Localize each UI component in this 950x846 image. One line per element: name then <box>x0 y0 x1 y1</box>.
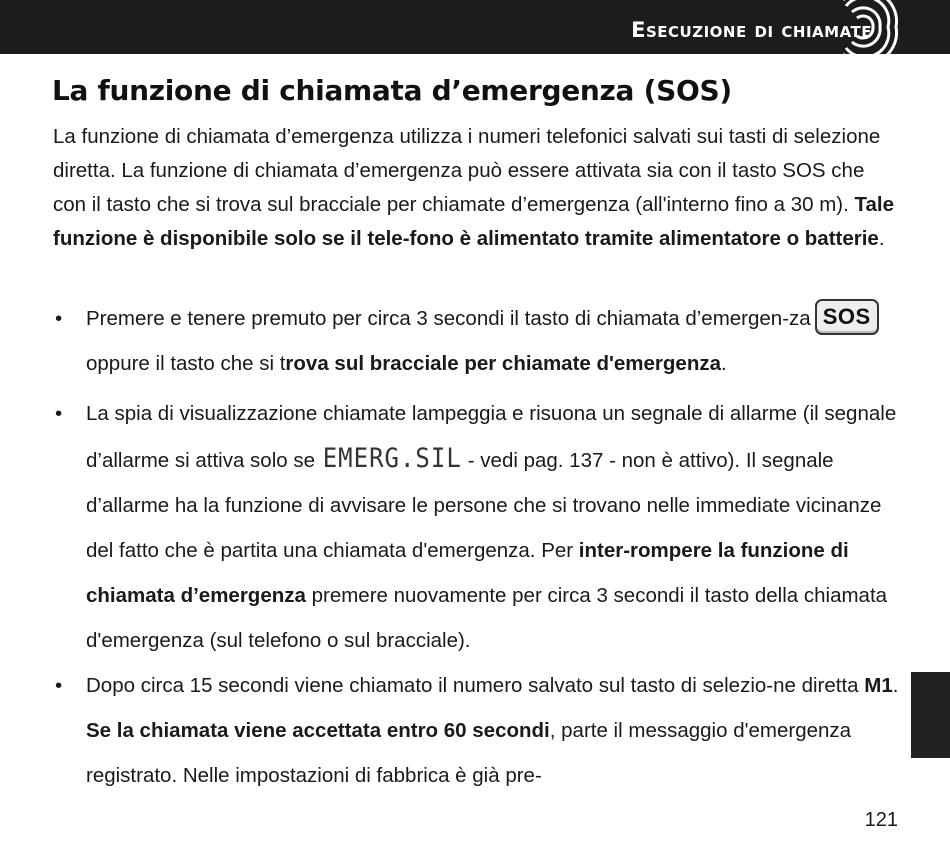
item-bold-text: Se la chiamata viene accettata entro 60 secondi <box>86 719 550 742</box>
bullet-dot: • <box>55 674 63 697</box>
intro-paragraph <box>53 120 903 256</box>
item-bold-text: inter-rompere la funzione di chiamata d’emergenza <box>86 539 849 607</box>
list-item <box>53 391 903 663</box>
lcd-display-text: EMERG.SIL <box>322 442 462 474</box>
item-text: Dopo circa 15 secondi viene chiamato il numero salvato sul tasto di selezio-ne diretta <box>86 674 865 697</box>
intro-text: La funzione di chiamata d’emergenza utilizza i numeri telefonici salvati sui tasti di selezione diretta. La funzione di chiamata d’emergenza può essere attivata sia con il tasto SOS che con il tasto che si trova sul bracciale per chiamate d’emergenza (all'interno fino a 30 m). <box>53 125 881 216</box>
section-title: Esecuzione di chiamate <box>631 18 872 42</box>
concentric-arcs-icon <box>842 0 902 54</box>
item-text: . <box>892 674 899 697</box>
item-text: . <box>721 352 727 375</box>
intro-period: . <box>878 227 885 250</box>
intro-bold-note: Tale funzione è disponibile solo se il tele-fono è alimentato tramite alimentatore o batterie <box>53 193 895 250</box>
item-text: Premere e tenere premuto per circa 3 secondi il tasto di chiamata d’emergen-za <box>86 307 811 330</box>
bullet-dot: • <box>55 307 63 330</box>
item-text: oppure il tasto che si t <box>86 352 286 375</box>
item-text: , parte il messaggio d'emergenza registrato. Nelle impostazioni di fabbrica è già pre- <box>86 719 852 787</box>
item-text: premere nuovamente per circa 3 secondi il tasto della chiamata d'emergenza (sul telefono o sul bracciale). <box>86 584 888 652</box>
item-text: - vedi pag. 137 - non è attivo). Il segnale d’allarme ha la funzione di avvisare le persone che si trovano nelle immediate vicinanze del fatto che è partita una chiamata d'emergenza. Per <box>86 449 882 562</box>
page-number: 121 <box>864 809 898 831</box>
section-header-bar <box>0 0 950 54</box>
page-title: La funzione di chiamata d’emergenza (SOS) <box>52 74 732 107</box>
item-bold-text: rova sul bracciale per chiamate d'emergenza <box>285 352 721 375</box>
item-bold-text: M1 <box>864 674 893 697</box>
bullet-dot: • <box>55 402 63 425</box>
chapter-thumb-tab <box>911 672 950 758</box>
instruction-list <box>53 296 903 798</box>
item-text: La spia di visualizzazione chiamate lampeggia e risuona un segnale di allarme (il segnale d’allarme si attiva solo se <box>86 402 897 472</box>
list-item <box>53 296 903 386</box>
list-item <box>53 663 903 798</box>
sos-key-icon: SOS <box>815 299 879 335</box>
